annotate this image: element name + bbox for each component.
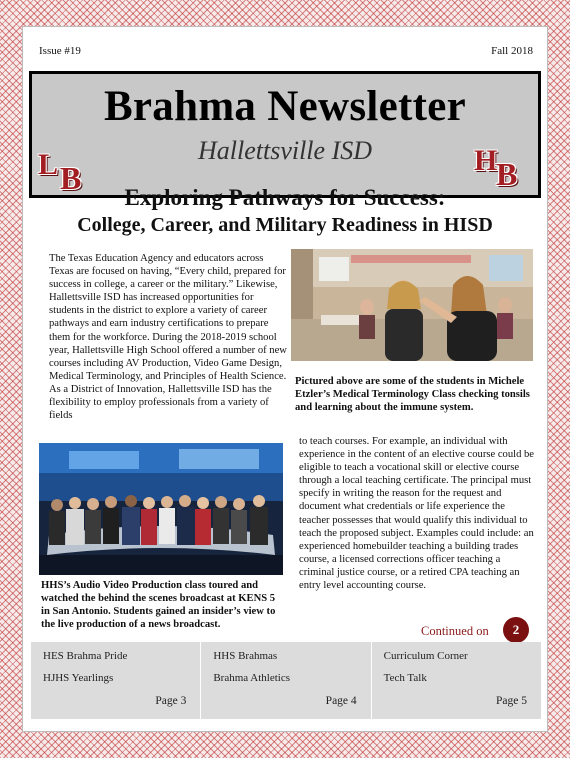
article-subhead: College, Career, and Military Readiness in HISD (77, 214, 493, 236)
footer-link-curriculum-corner[interactable]: Curriculum Corner (383, 650, 468, 662)
footer-column-page-4 (201, 642, 371, 719)
footer-link-hhs-brahmas[interactable]: HHS Brahmas (213, 650, 278, 662)
article-headline: Exploring Pathways for Success: (124, 185, 446, 210)
footer-link-brahma-athletics[interactable]: Brahma Athletics (213, 672, 291, 684)
footer-link-hes-brahma-pride[interactable]: HES Brahma Pride (43, 650, 128, 662)
article-column-1: The Texas Education Agency and educators across Texas are focused on having, “Every child, prepared for success in college, a career or the military.” Likewise, Hallettsville ISD has increased opportunities for students in the district to explore a variety of career pathways and earn industry certifications to prepare them for the workforce. During the 2018-2019 school year, Hallettsville High School offered a number of new courses including AV Production, Video Game Design, Medical Terminology, and Principles of Health Science. As a District of Innovation, Hallettsville ISD has the flexibility to employ professionals from a variety of fields (49, 253, 287, 422)
masthead (29, 71, 541, 198)
footer-link-tech-talk[interactable]: Tech Talk (383, 672, 427, 684)
article-column-2: to teach courses. For example, an individual with experience in the content of an elective course could be eligible to teach a vocational skill or elective course through a local teaching certificate. The principal must specify in writing the reason for the request and document what credentials or life experience the teacher possesses that would qualify this individual to teach the proposed subject. Examples could include: an experienced homebuilder teaching a building trades course, a licensed corrections officer teaching a criminal justice course, or a retired CPA teaching an entry level accounting course. (299, 436, 535, 592)
contents-footer (31, 642, 541, 719)
logo-letter: H (474, 144, 498, 177)
issue-number: Issue #19 (39, 45, 81, 57)
continued-label: Continued on (421, 624, 489, 638)
av-class-photo (39, 443, 283, 575)
logo-letter: B (60, 160, 82, 196)
footer-page-number[interactable]: Page 4 (325, 695, 357, 707)
continued-page-badge[interactable]: 2 (503, 617, 529, 643)
footer-page-number[interactable]: Page 3 (155, 695, 187, 707)
medical-class-caption: Pictured above are some of the students in Michele Etzler’s Medical Terminology Class checking tonsils and learning about the immune system. (295, 376, 530, 413)
footer-column-page-3 (31, 642, 201, 719)
newsletter-title: Brahma Newsletter (103, 83, 467, 130)
issue-season: Fall 2018 (491, 45, 533, 57)
logo-letter: B (496, 156, 518, 192)
medical-class-photo (291, 249, 533, 361)
footer-link-hjhs-yearlings[interactable]: HJHS Yearlings (43, 672, 114, 684)
footer-page-number[interactable]: Page 5 (496, 695, 527, 707)
logo-letter: L (38, 148, 59, 181)
newsletter-subtitle: Hallettsville ISD (197, 136, 372, 165)
newsletter-page (22, 26, 548, 732)
av-class-caption: HHS’s Audio Video Production class toured and watched the behind the scenes broadcast at KENS 5 in San Antonio. Students gained an insider’s view to the live production of a news broadcast. (41, 580, 276, 630)
footer-column-page-5 (372, 642, 541, 719)
